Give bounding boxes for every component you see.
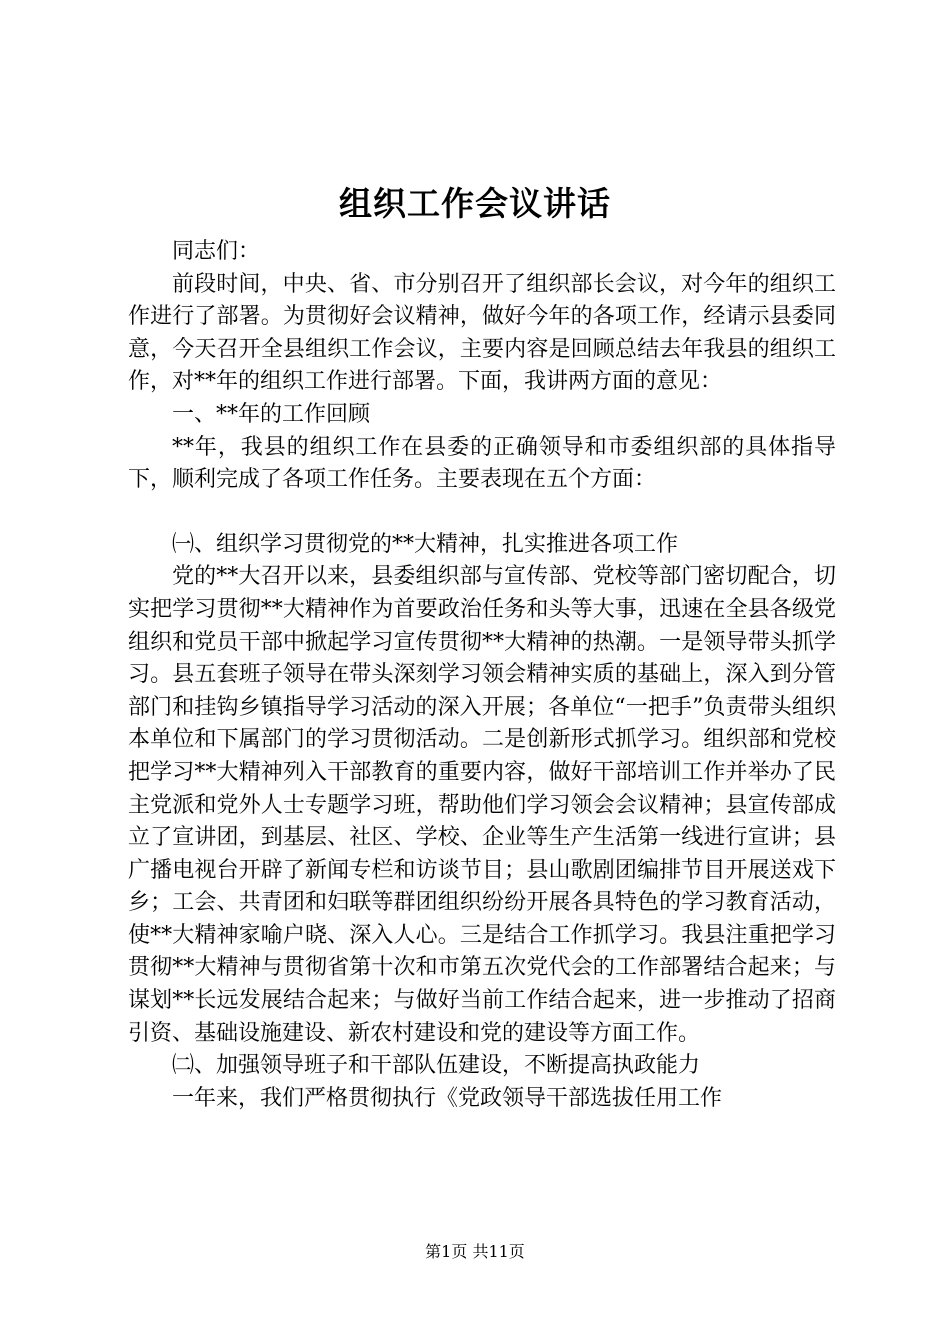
- page-footer: 第1页 共11页: [425, 1242, 525, 1261]
- salutation-paragraph: 同志们：: [172, 239, 261, 264]
- intro-paragraph: 前段时间，中央、省、市分别召开了组织部长会议，对今年的组织工作进行了部署。为贯彻好会议精神，做好今年的各项工作，经请示县委同意，今天召开全县组织工作会议，主要内容是回顾总结去年我县的组织工作，对**年的组织工作进行部署。下面，我讲两方面的意见：: [128, 271, 836, 395]
- body-paragraph-2: 一年来，我们严格贯彻执行《党政领导干部选拔任用工作: [172, 1085, 723, 1111]
- summary-paragraph: **年，我县的组织工作在县委的正确领导和市委组织部的具体指导下，顺利完成了各项工作任务。主要表现在五个方面：: [128, 434, 836, 493]
- subsection-heading-2: ㈡、加强领导班子和干部队伍建设，不断提高执政能力: [172, 1053, 701, 1079]
- section-heading-1: 一、**年的工作回顾: [172, 401, 371, 427]
- document-title: 组织工作会议讲话: [339, 184, 611, 223]
- document-body: [128, 236, 836, 1115]
- subsection-heading-1: ㈠、组织学习贯彻党的**大精神，扎实推进各项工作: [172, 531, 679, 557]
- body-paragraph-1: 党的**大召开以来，县委组织部与宣传部、党校等部门密切配合，切实把学习贯彻**大精神作为首要政治任务和头等大事，迅速在全县各级党组织和党员干部中掀起学习宣传贯彻**大精神的热潮。一是领导带头抓学习。县五套班子领导在带头深刻学习领会精神实质的基础上，深入到分管部门和挂钩乡镇指导学习活动的深入开展；各单位“一把手”负责带头组织本单位和下属部门的学习贯彻活动。二是创新形式抓学习。组织部和党校把学习**大精神列入干部教育的重要内容，做好干部培训工作并举办了民主党派和党外人士专题学习班，帮助他们学习领会会议精神；县宣传部成立了宣讲团，到基层、社区、学校、企业等生产生活第一线进行宣讲；县广播电视台开辟了新闻专栏和访谈节目；县山歌剧团编排节目开展送戏下乡；工会、共青团和妇联等群团组织纷纷开展各具特色的学习教育活动，使**大精神家喻户晓、深入人心。三是结合工作抓学习。我县注重把学习贯彻**大精神与贯彻省第十次和市第五次党代会的工作部署结合起来；与谋划**长远发展结合起来；与做好当前工作结合起来，进一步推动了招商引资、基础设施建设、新农村建设和党的建设等方面工作。: [128, 564, 836, 1046]
